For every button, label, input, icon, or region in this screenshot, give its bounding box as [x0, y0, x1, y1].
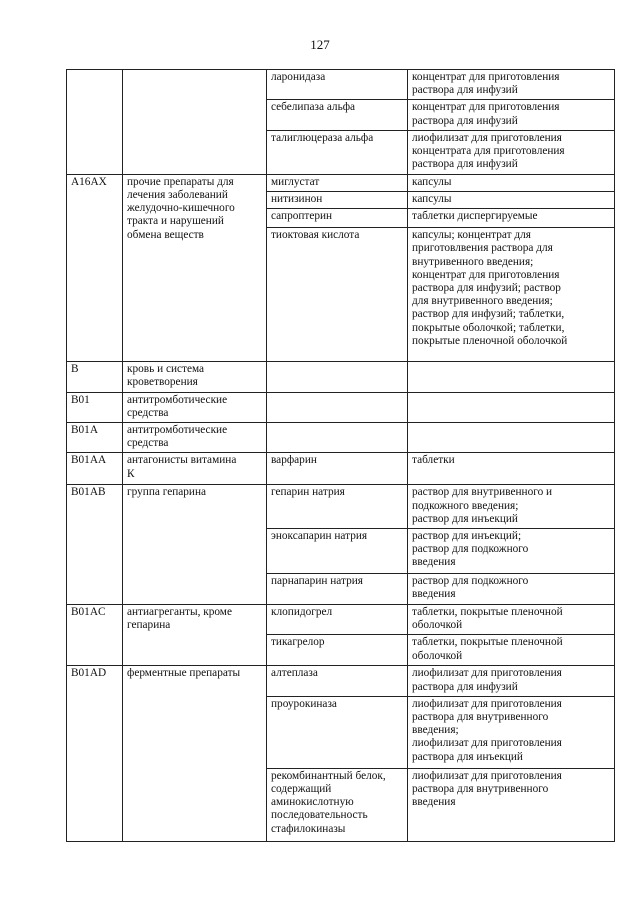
table-row — [67, 605, 615, 635]
drug-name-cell: тикагрелор — [267, 635, 408, 666]
drug-name-cell: ларонидаза — [267, 70, 408, 100]
atc-code-cell: B01AD — [67, 666, 123, 841]
drug-name-cell: миглустат — [267, 174, 408, 191]
table-row — [67, 666, 615, 696]
dosage-form-cell — [408, 392, 615, 422]
drug-name-cell: рекомбинантный белок, содержащий аминокислотную последовательность стафилокиназы — [267, 768, 408, 841]
drug-name-cell — [267, 392, 408, 422]
dosage-form-cell: раствор для внутривенного и подкожного введения; раствор для инъекций — [408, 485, 615, 529]
atc-code-cell: B01AC — [67, 605, 123, 666]
dosage-form-cell: лиофилизат для приготовления концентрата для приготовления раствора для инфузий — [408, 130, 615, 174]
table-row — [67, 423, 615, 453]
atc-code-cell: B01AB — [67, 485, 123, 605]
table-row — [67, 70, 615, 100]
drug-name-cell: варфарин — [267, 453, 408, 485]
dosage-form-cell: раствор для инъекций; раствор для подкожного введения — [408, 529, 615, 574]
dosage-form-cell: капсулы; концентрат для приготовлвения раствора для внутривенного введения; концентрат для приготовления раствора для инфузий; раствор для внутривенного введения; раствор для инфузий; таблетки, покрытые оболочкой; таблетки, покрытые пленочной оболочкой — [408, 228, 615, 362]
dosage-form-cell: капсулы — [408, 192, 615, 209]
group-cell: антитромботические средства — [123, 423, 267, 453]
group-cell — [123, 70, 267, 175]
group-cell: антиагреганты, кроме гепарина — [123, 605, 267, 666]
dosage-form-cell: лиофилизат для приготовления раствора для инфузий — [408, 666, 615, 696]
group-cell: антитромботические средства — [123, 392, 267, 422]
dosage-form-cell: таблетки диспергируемые — [408, 209, 615, 228]
drug-table — [66, 69, 615, 842]
page-number: 127 — [310, 37, 330, 52]
dosage-form-cell: концентрат для приготовления раствора для инфузий — [408, 100, 615, 130]
atc-code-cell: B01 — [67, 392, 123, 422]
atc-code-cell — [67, 70, 123, 175]
dosage-form-cell: лиофилизат для приготовления раствора для внутривенного введения — [408, 768, 615, 841]
group-cell: кровь и система кроветворения — [123, 362, 267, 392]
drug-name-cell: себелипаза альфа — [267, 100, 408, 130]
group-cell: группа гепарина — [123, 485, 267, 605]
drug-name-cell — [267, 362, 408, 392]
table-row — [67, 453, 615, 485]
table-row — [67, 485, 615, 529]
drug-name-cell: проурокиназа — [267, 696, 408, 768]
drug-name-cell: талиглюцераза альфа — [267, 130, 408, 174]
dosage-form-cell — [408, 423, 615, 453]
dosage-form-cell: концентрат для приготовления раствора для инфузий — [408, 70, 615, 100]
group-cell: прочие препараты для лечения заболеваний желудочно-кишечного тракта и нарушений обмена веществ — [123, 174, 267, 361]
atc-code-cell: B01A — [67, 423, 123, 453]
dosage-form-cell: таблетки, покрытые пленочной оболочкой — [408, 605, 615, 635]
drug-name-cell: тиоктовая кислота — [267, 228, 408, 362]
dosage-form-cell: лиофилизат для приготовления раствора для внутривенного введения; лиофилизат для приготовления раствора для инъекций — [408, 696, 615, 768]
table-row — [67, 362, 615, 392]
table-body — [67, 70, 615, 842]
dosage-form-cell: таблетки — [408, 453, 615, 485]
group-cell: антагонисты витамина К — [123, 453, 267, 485]
drug-name-cell: эноксапарин натрия — [267, 529, 408, 574]
group-cell: ферментные препараты — [123, 666, 267, 841]
drug-name-cell: гепарин натрия — [267, 485, 408, 529]
dosage-form-cell: таблетки, покрытые пленочной оболочкой — [408, 635, 615, 666]
table-row — [67, 392, 615, 422]
dosage-form-cell — [408, 362, 615, 392]
drug-name-cell: алтеплаза — [267, 666, 408, 696]
drug-name-cell: парнапарин натрия — [267, 574, 408, 605]
drug-name-cell — [267, 423, 408, 453]
atc-code-cell: A16AX — [67, 174, 123, 361]
atc-code-cell: B — [67, 362, 123, 392]
atc-code-cell: B01AA — [67, 453, 123, 485]
drug-name-cell: клопидогрел — [267, 605, 408, 635]
dosage-form-cell: капсулы — [408, 174, 615, 191]
dosage-form-cell: раствор для подкожного введения — [408, 574, 615, 605]
drug-name-cell: сапроптерин — [267, 209, 408, 228]
table-row — [67, 174, 615, 191]
drug-name-cell: нитизинон — [267, 192, 408, 209]
